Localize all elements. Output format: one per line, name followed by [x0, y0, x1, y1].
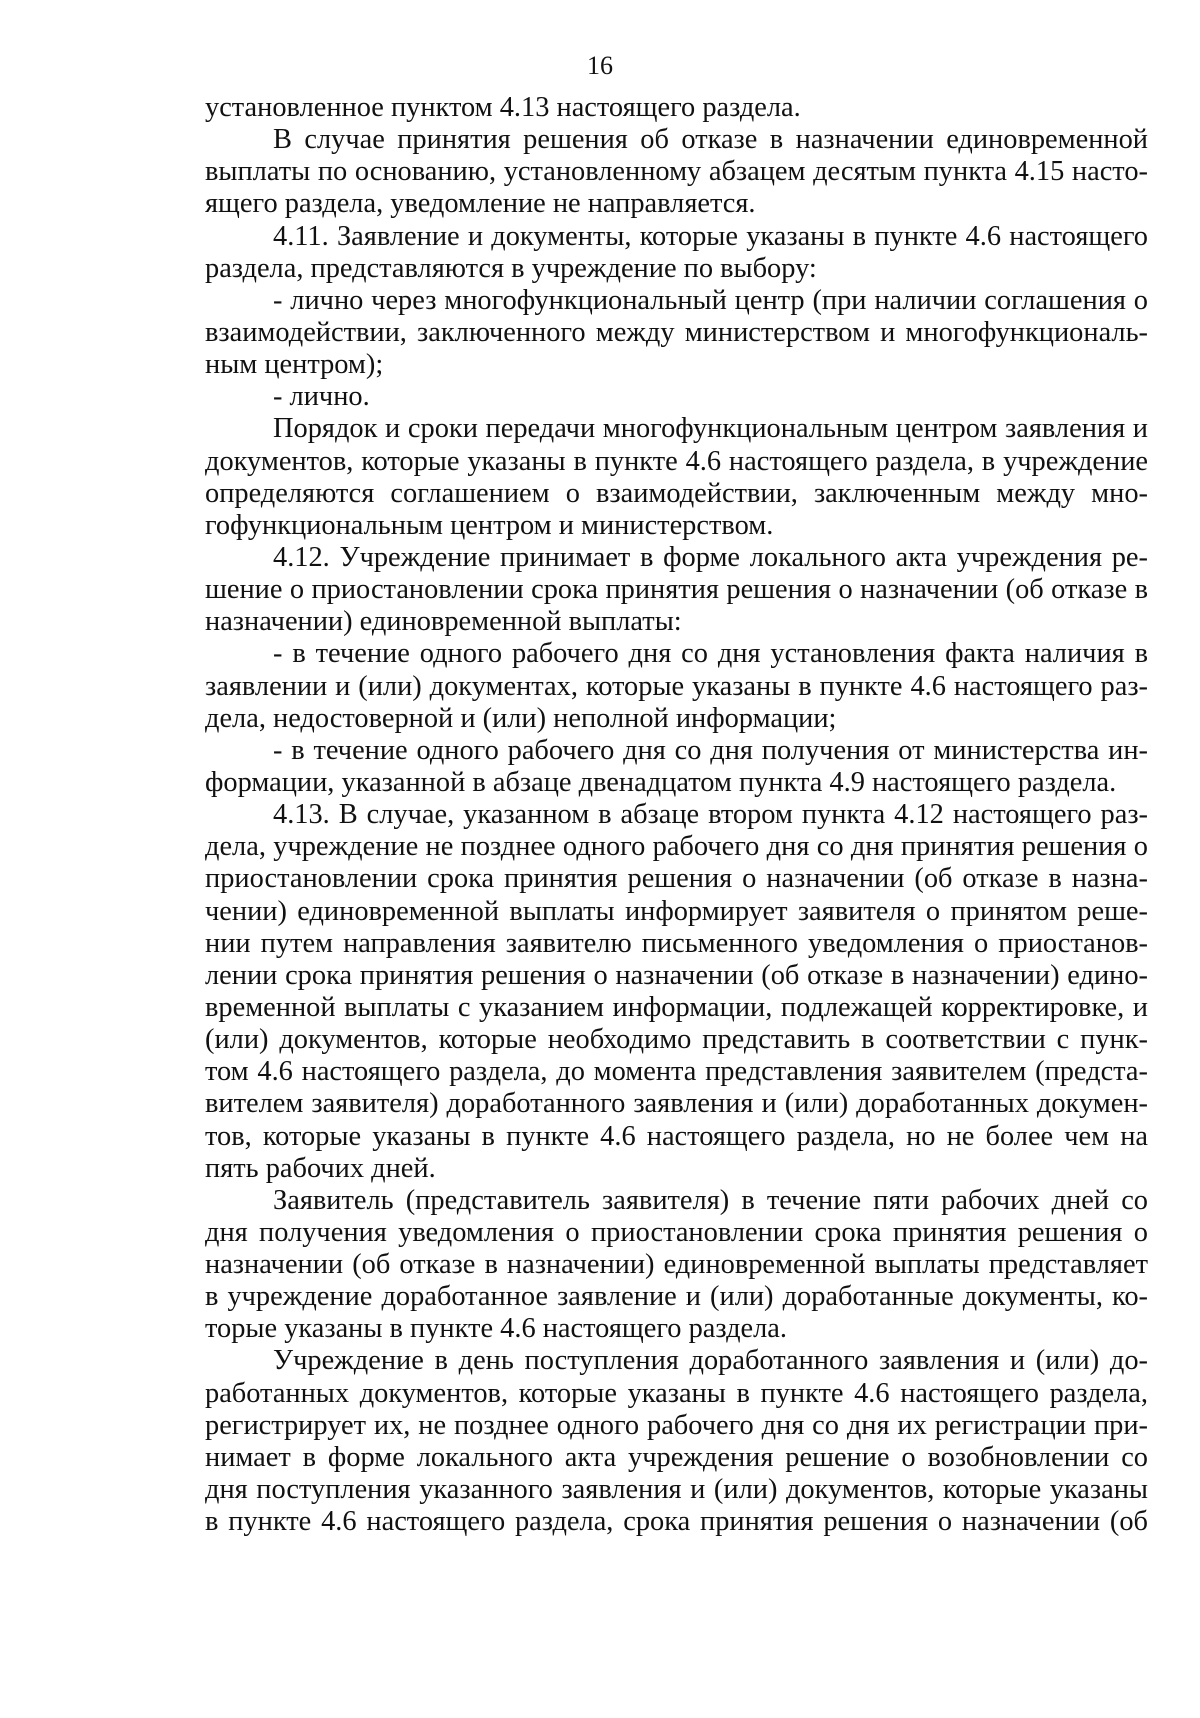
text-line: установленное пунктом 4.13 настоящего раздела. [205, 92, 801, 123]
text-line: регистрирует их, не позднее одного рабочего дня со дня их регистрации при- [205, 1409, 1148, 1441]
text-line: том 4.6 настоящего раздела, до момента представления заявителем (предста- [205, 1056, 1148, 1088]
text-line: Учреждение в день поступления доработанного заявления и (или) до- [273, 1345, 1148, 1377]
text-line: временной выплаты с указанием информации, подлежащей корректировке, и [205, 991, 1148, 1023]
text-line: вителем заявителя) доработанного заявления и (или) доработанных докумен- [205, 1088, 1148, 1120]
text-line: назначении (об отказе в назначении) единовременной выплаты представляет [205, 1249, 1148, 1281]
page-number: 16 [587, 51, 613, 80]
text-line: В случае принятия решения об отказе в назначении единовременной [273, 124, 1148, 156]
text-line: торые указаны в пункте 4.6 настоящего раздела. [205, 1313, 787, 1345]
text-line: 4.13. В случае, указанном в абзаце втором пункта 4.12 настоящего раз- [273, 799, 1148, 831]
text-line: - в течение одного рабочего дня со дня получения от министерства ин- [273, 734, 1148, 766]
text-line: нимает в форме локального акта учреждения решение о возобновлении со [205, 1441, 1148, 1473]
text-line: гофункциональным центром и министерством. [205, 509, 774, 541]
text-line: дня поступления указанного заявления и (или) документов, которые указаны [205, 1474, 1148, 1506]
text-line: Порядок и сроки передачи многофункциональным центром заявления и [273, 413, 1148, 445]
text-line: (или) документов, которые необходимо представить в соответствии с пунк- [205, 1024, 1148, 1056]
text-line: приостановлении срока принятия решения о назначении (об отказе в назна- [205, 863, 1148, 895]
text-line: Заявитель (представитель заявителя) в течение пяти рабочих дней со [273, 1184, 1148, 1216]
text-line: - лично через многофункциональный центр (при наличии соглашения о [273, 284, 1148, 316]
text-line: 4.12. Учреждение принимает в форме локального акта учреждения ре- [273, 541, 1148, 573]
text-line: документов, которые указаны в пункте 4.6 настоящего раздела, в учреждение [205, 445, 1148, 477]
document-body [205, 92, 1148, 1538]
text-line: - лично. [273, 381, 370, 413]
text-line: формации, указанной в абзаце двенадцатом пункта 4.9 настоящего раздела. [205, 766, 1117, 798]
text-line: 4.11. Заявление и документы, которые указаны в пункте 4.6 настоящего [273, 220, 1148, 252]
text-line: дела, недостоверной и (или) неполной информации; [205, 702, 837, 734]
text-line: выплаты по основанию, установленному абзацем десятым пункта 4.15 насто- [205, 156, 1148, 188]
text-line: тов, которые указаны в пункте 4.6 настоящего раздела, но не более чем на [205, 1120, 1148, 1152]
text-line: в пункте 4.6 настоящего раздела, срока принятия решения о назначении (об [205, 1506, 1148, 1538]
text-line: пять рабочих дней. [205, 1152, 436, 1184]
text-line: лении срока принятия решения о назначении (об отказе в назначении) едино- [205, 959, 1148, 991]
text-line: работанных документов, которые указаны в пункте 4.6 настоящего раздела, [205, 1377, 1148, 1409]
text-line: взаимодействии, заключенного между министерством и многофункциональ- [205, 316, 1148, 348]
text-line: раздела, представляются в учреждение по выбору: [205, 252, 817, 284]
text-line: заявлении и (или) документах, которые указаны в пункте 4.6 настоящего раз- [205, 670, 1148, 702]
text-line: в учреждение доработанное заявление и (или) доработанные документы, ко- [205, 1281, 1148, 1313]
text-line: нии путем направления заявителю письменного уведомления о приостанов- [205, 927, 1148, 959]
text-line: ящего раздела, уведомление не направляется. [205, 188, 756, 220]
text-line: шение о приостановлении срока принятия решения о назначении (об отказе в [205, 574, 1148, 606]
text-line: дела, учреждение не позднее одного рабочего дня со дня принятия решения о [205, 831, 1148, 863]
text-line: ным центром); [205, 349, 384, 381]
text-line: чении) единовременной выплаты информирует заявителя о принятом реше- [205, 895, 1148, 927]
text-line: назначении) единовременной выплаты: [205, 606, 682, 638]
text-line: определяются соглашением о взаимодействии, заключенным между мно- [205, 477, 1148, 509]
text-line: - в течение одного рабочего дня со дня установления факта наличия в [273, 638, 1148, 670]
text-line: дня получения уведомления о приостановлении срока принятия решения о [205, 1216, 1148, 1248]
